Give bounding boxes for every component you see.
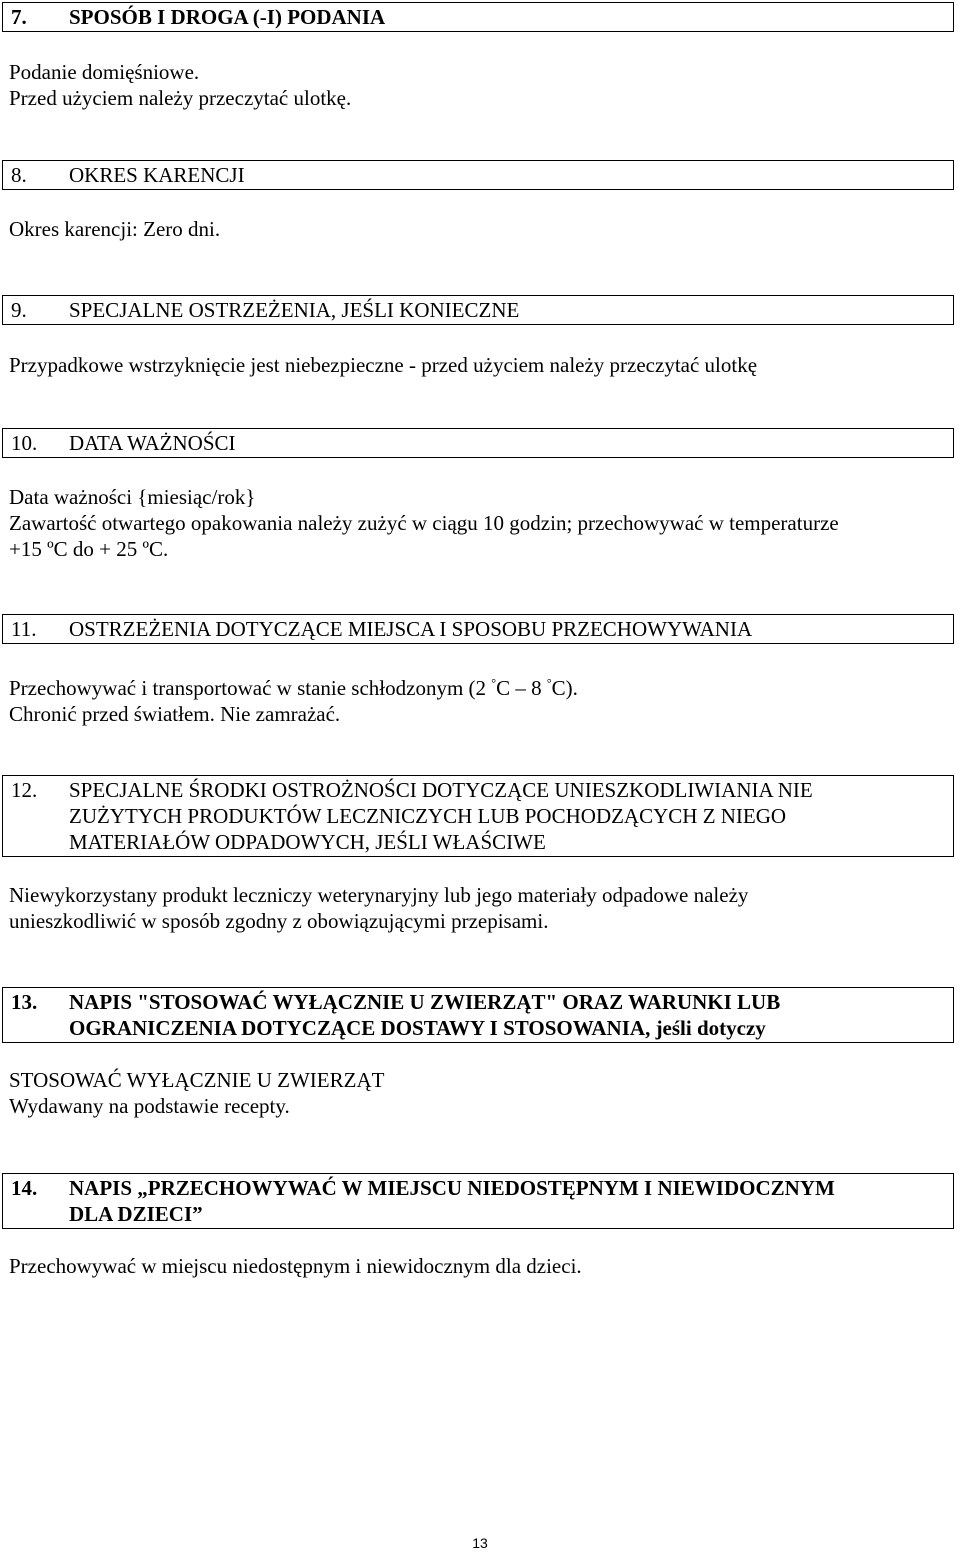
section-title: SPECJALNE OSTRZEŻENIA, JEŚLI KONIECZNE [69, 298, 520, 322]
dash: – [515, 676, 526, 700]
section-number: 11. [11, 617, 37, 641]
section-9-body [9, 352, 949, 378]
storage-text-start: Przechowywać i transportować w stanie schłodzonym (2 [9, 676, 487, 700]
body-line: Chronić przed światłem. Nie zamrażać. [9, 702, 341, 726]
title-line: SPECJALNE ŚRODKI OSTROŻNOŚCI DOTYCZĄCE UNIESZKODLIWIANIA NIE [69, 778, 813, 802]
section-number: 10. [11, 431, 38, 455]
section-title: OSTRZEŻENIA DOTYCZĄCE MIEJSCA I SPOSOBU PRZECHOWYWANIA [69, 617, 753, 641]
body-line: Przypadkowe wstrzyknięcie jest niebezpieczne - przed użyciem należy przeczytać ulotkę [9, 353, 758, 377]
section-number: 13. [11, 990, 38, 1014]
body-line [9, 670, 949, 701]
body-line: unieszkodliwić w sposób zgodny z obowiązującymi przepisami. [9, 909, 549, 933]
section-number: 12. [11, 778, 38, 802]
unit-c: C [496, 676, 511, 700]
page-number: 13 [472, 1535, 488, 1551]
body-line: Okres karencji: Zero dni. [9, 217, 221, 241]
section-title [69, 777, 953, 855]
section-title: SPOSÓB I DROGA (-I) PODANIA [69, 5, 386, 29]
title-line: ZUŻYTYCH PRODUKTÓW LECZNICZYCH LUB POCHODZĄCYCH Z NIEGO [69, 804, 787, 828]
body-line: Niewykorzystany produkt leczniczy weterynaryjny lub jego materiały odpadowe należy [9, 883, 749, 907]
body-line: Przechowywać w miejscu niedostępnym i niewidocznym dla dzieci. [9, 1254, 582, 1278]
section-12-header [2, 775, 954, 857]
section-10-header [2, 428, 954, 458]
section-title: OKRES KARENCJI [69, 163, 245, 187]
section-number: 9. [11, 298, 27, 322]
degree-sign: ° [491, 676, 497, 690]
title-line: MATERIAŁÓW ODPADOWYCH, JEŚLI WŁAŚCIWE [69, 830, 546, 854]
section-9-header [2, 295, 954, 325]
section-number: 7. [11, 5, 27, 29]
section-title: DATA WAŻNOŚCI [69, 431, 236, 455]
storage-text-end: C). [551, 676, 578, 700]
body-line: Data ważności {miesiąc/rok} [9, 485, 256, 509]
section-14-header [2, 1173, 954, 1229]
section-12-body [9, 882, 949, 934]
temp-value: 8 [531, 676, 542, 700]
section-11-header [2, 614, 954, 644]
section-8-header [2, 160, 954, 190]
title-line: NAPIS "STOSOWAĆ WYŁĄCZNIE U ZWIERZĄT" ORAZ WARUNKI LUB [69, 990, 781, 1014]
section-11-body [9, 670, 949, 727]
section-14-body [9, 1253, 949, 1279]
section-13-header [2, 987, 954, 1043]
section-7-header [2, 2, 954, 32]
title-line: DLA DZIECI” [69, 1202, 203, 1226]
body-line: +15 ºC do + 25 ºC. [9, 537, 169, 561]
section-title [69, 989, 953, 1041]
title-line: NAPIS „PRZECHOWYWAĆ W MIEJSCU NIEDOSTĘPNYM I NIEWIDOCZNYM [69, 1176, 835, 1200]
section-10-body [9, 484, 949, 562]
section-13-body [9, 1067, 949, 1119]
body-line: Wydawany na podstawie recepty. [9, 1094, 290, 1118]
section-7-body [9, 59, 949, 111]
degree-sign: ° [546, 676, 552, 690]
body-line: Przed użyciem należy przeczytać ulotkę. [9, 86, 352, 110]
section-number: 8. [11, 163, 27, 187]
section-title [69, 1175, 953, 1227]
body-line: Zawartość otwartego opakowania należy zużyć w ciągu 10 godzin; przechowywać w temperaturze [9, 511, 839, 535]
section-number: 14. [11, 1176, 38, 1200]
body-line: Podanie domięśniowe. [9, 60, 200, 84]
title-line: OGRANICZENIA DOTYCZĄCE DOSTAWY I STOSOWANIA, jeśli dotyczy [69, 1016, 766, 1040]
body-line: STOSOWAĆ WYŁĄCZNIE U ZWIERZĄT [9, 1068, 385, 1092]
section-8-body [9, 216, 949, 242]
